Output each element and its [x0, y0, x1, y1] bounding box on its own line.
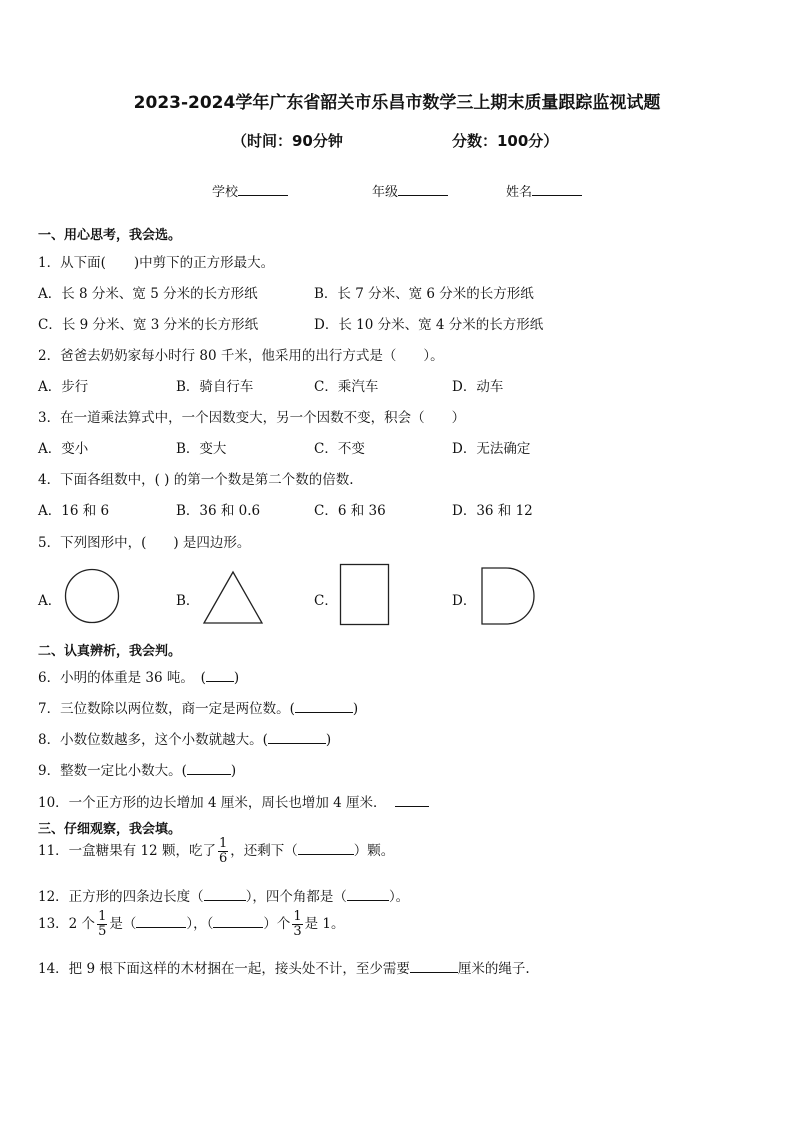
- q7-close: ): [352, 701, 359, 717]
- circle-shape: [64, 568, 122, 626]
- q1-option-d[interactable]: D．长 10 分米、宽 4 分米的长方形纸: [314, 317, 544, 333]
- q3-option-d[interactable]: D．无法确定: [452, 441, 531, 457]
- q13-part-c: ），（: [186, 916, 214, 932]
- q8-close: ): [325, 732, 332, 748]
- q2-option-b[interactable]: B．骑自行车: [176, 379, 254, 395]
- question-1-stem: [38, 251, 274, 271]
- question-6: [38, 666, 239, 686]
- q11-denominator: 6: [218, 851, 228, 866]
- q2-option-c[interactable]: C．乘汽车: [314, 379, 379, 395]
- q14-end: 厘米的绳子.: [457, 961, 530, 977]
- fraction-one-third: [292, 910, 302, 939]
- q1-stem-end: )中剪下的正方形最大。: [133, 255, 275, 271]
- question-13: [38, 910, 345, 939]
- q12-answer-blank-2[interactable]: [347, 889, 389, 901]
- q2-option-d[interactable]: D．动车: [452, 379, 504, 395]
- question-4-stem: 4．下面各组数中，( ) 的第一个数是第二个数的倍数.: [38, 472, 354, 488]
- q5-option-b[interactable]: B．: [176, 593, 200, 609]
- q11-stem: 11．一盒糖果有 12 颗，吃了: [38, 843, 216, 859]
- q11-end: ）颗。: [353, 843, 395, 859]
- fraction-one-sixth: [218, 837, 228, 866]
- name-blank[interactable]: [532, 183, 582, 196]
- q4-option-b[interactable]: B．36 和 0.6: [176, 503, 261, 519]
- q3-option-b[interactable]: B．变大: [176, 441, 227, 457]
- question-8: [38, 728, 331, 748]
- school-blank[interactable]: [238, 183, 288, 196]
- question-14: [38, 957, 530, 977]
- question-10: [38, 791, 429, 811]
- question-2-stem: 2．爸爸去奶奶家每小时行 80 千米，他采用的出行方式是（ ）。: [38, 348, 444, 364]
- q9-close: ): [230, 763, 237, 779]
- school-label: 学校: [212, 185, 239, 200]
- q13-part-d: ）个: [263, 916, 291, 932]
- grade-field: [372, 181, 448, 200]
- exam-score: 分数：100分）: [452, 132, 559, 150]
- q7-answer-blank[interactable]: [295, 701, 353, 713]
- q8-stem: 8．小数位数越多，这个小数就越大。(: [38, 732, 268, 748]
- q2-option-a[interactable]: A．步行: [38, 379, 89, 395]
- question-5-stem: 5．下列图形中，( ) 是四边形。: [38, 535, 251, 551]
- q12-answer-blank-1[interactable]: [204, 889, 246, 901]
- q13-answer-blank-2[interactable]: [213, 916, 263, 928]
- question-11: [38, 837, 394, 866]
- question-3-stem: 3．在一道乘法算式中，一个因数变大，另一个因数不变，积会（ ）: [38, 410, 466, 426]
- q5-option-c[interactable]: C．: [314, 593, 338, 609]
- q3-option-a[interactable]: A．变小: [38, 441, 89, 457]
- rectangle-shape: [339, 563, 391, 627]
- q7-stem: 7．三位数除以两位数，商一定是两位数。(: [38, 701, 295, 717]
- exam-time: （时间：90分钟: [232, 132, 343, 150]
- q4-option-a[interactable]: A．16 和 6: [38, 503, 110, 519]
- q12-end: ）。: [388, 889, 410, 905]
- q11-mid: ，还剩下（: [230, 843, 298, 859]
- section-3-heading: 三、仔细观察，我会填。: [38, 822, 182, 837]
- grade-label: 年级: [372, 185, 399, 200]
- question-12: [38, 885, 409, 905]
- semicircle-rectangle-shape: [480, 566, 538, 626]
- q9-answer-blank[interactable]: [187, 763, 231, 775]
- name-field: [506, 181, 582, 200]
- q13-stem: 13．2 个: [38, 916, 96, 932]
- q8-answer-blank[interactable]: [268, 732, 326, 744]
- q4-option-d[interactable]: D．36 和 12: [452, 503, 533, 519]
- q1-option-a[interactable]: A．长 8 分米、宽 5 分米的长方形纸: [38, 286, 258, 302]
- q14-answer-blank[interactable]: [410, 961, 458, 973]
- q13-denominator-1: 5: [98, 924, 107, 939]
- q11-answer-blank[interactable]: [298, 843, 354, 855]
- q14-stem: 14．把 9 根下面这样的木材捆在一起，接头处不计，至少需要: [38, 961, 410, 977]
- q10-answer-blank[interactable]: [395, 795, 429, 807]
- q12-mid: ），四个角都是（: [245, 889, 347, 905]
- section-2-heading: 二、认真辨析，我会判。: [38, 644, 182, 659]
- q13-numerator-1: 1: [98, 909, 107, 924]
- grade-blank[interactable]: [398, 183, 448, 196]
- question-9: [38, 759, 236, 779]
- q1-stem-start: 1．从下面(: [38, 255, 106, 271]
- q9-stem: 9．整数一定比小数大。(: [38, 763, 187, 779]
- q10-stem: 10．一个正方形的边长增加 4 厘米，周长也增加 4 厘米．: [38, 795, 387, 811]
- triangle-shape: [202, 570, 264, 626]
- q4-option-c[interactable]: C．6 和 36: [314, 503, 386, 519]
- school-field: [212, 181, 288, 200]
- q6-stem: 6．小明的体重是 36 吨。 (: [38, 670, 206, 686]
- question-7: [38, 697, 358, 717]
- q1-option-b[interactable]: B．长 7 分米、宽 6 分米的长方形纸: [314, 286, 534, 302]
- q13-end: 是 1。: [304, 916, 345, 932]
- q13-answer-blank-1[interactable]: [136, 916, 186, 928]
- q11-numerator: 1: [218, 836, 228, 851]
- name-label: 姓名: [506, 185, 533, 200]
- q5-option-d[interactable]: D．: [452, 593, 477, 609]
- section-1-heading: 一、用心思考，我会选。: [38, 228, 182, 243]
- q5-option-a[interactable]: A．: [38, 593, 62, 609]
- q12-stem: 12．正方形的四条边长度（: [38, 889, 204, 905]
- page-title: 2023-2024学年广东省韶关市乐昌市数学三上期末质量跟踪监视试题: [133, 93, 661, 113]
- q6-answer-blank[interactable]: [206, 670, 234, 682]
- q13-part-b: 是（: [109, 916, 137, 932]
- q13-numerator-2: 1: [293, 909, 302, 924]
- q1-option-c[interactable]: C．长 9 分米、宽 3 分米的长方形纸: [38, 317, 259, 333]
- q6-close: ): [233, 670, 240, 686]
- q13-denominator-2: 3: [293, 924, 302, 939]
- fraction-one-fifth: [97, 910, 107, 939]
- q3-option-c[interactable]: C．不变: [314, 441, 365, 457]
